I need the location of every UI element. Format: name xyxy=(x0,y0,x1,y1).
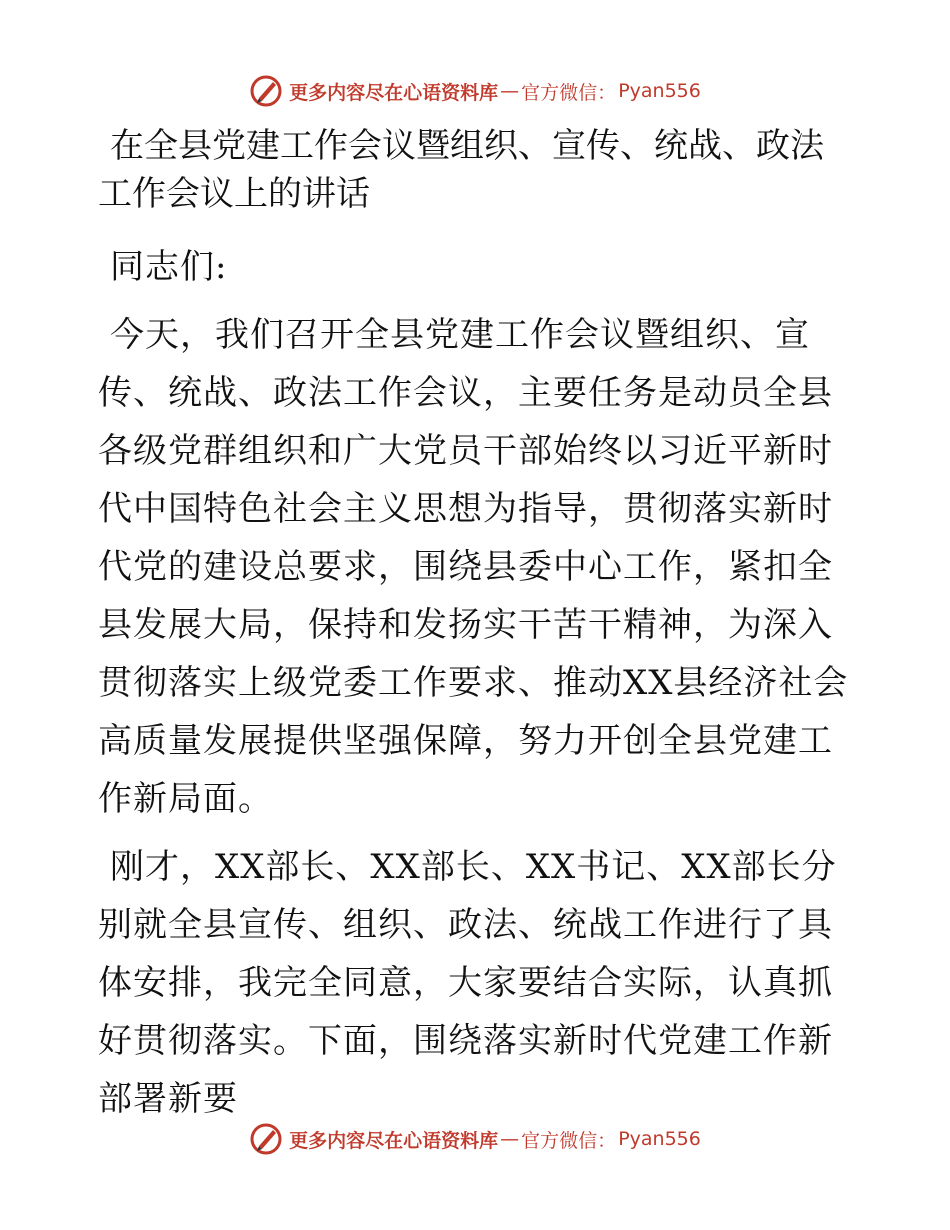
banner-wechat-id: Pyan556 xyxy=(618,1128,701,1150)
footer-banner xyxy=(0,1122,950,1156)
banner-main-text: 更多内容尽在心语资料库 xyxy=(289,81,499,104)
banner-dash: — xyxy=(500,80,520,102)
salutation: 同志们: xyxy=(110,247,228,287)
title-line-2: 工作会议上的讲话 xyxy=(98,174,370,214)
paragraph-2: 刚才，XX部长、XX部长、XX书记、XX部长分别就全县宣传、组织、政法、统战工作进行了具体安排，我完全同意，大家要结合实际，认真抓好贯彻落实。下面，围绕落实新时代党建工作新部署新要 xyxy=(98,847,837,1119)
banner-dash: — xyxy=(500,1128,520,1150)
header-banner xyxy=(0,74,950,108)
title-line-1: 在全县党建工作会议暨组织、宣传、统战、政法 xyxy=(110,126,824,166)
pen-logo-icon xyxy=(249,1122,283,1156)
pen-logo-icon xyxy=(249,74,283,108)
document-body xyxy=(98,122,858,1138)
banner-wechat-label: 官方微信： xyxy=(521,81,617,104)
paragraph-1: 今天，我们召开全县党建工作会议暨组织、宣传、统战、政法工作会议，主要任务是动员全县各级党群组织和广大党员干部始终以习近平新时代中国特色社会主义思想为指导，贯彻落实新时代党的建设总要求，围绕县委中心工作，紧扣全县发展大局，保持和发扬实干苦干精神，为深入贯彻落实上级党委工作要求、推动XX县经济社会高质量发展提供坚强保障，努力开创全县党建工作新局面。 xyxy=(98,315,849,819)
banner-main-text: 更多内容尽在心语资料库 xyxy=(289,1129,499,1152)
banner-wechat-id: Pyan556 xyxy=(618,80,701,102)
document-title xyxy=(98,122,858,218)
banner-wechat-label: 官方微信： xyxy=(521,1129,617,1152)
